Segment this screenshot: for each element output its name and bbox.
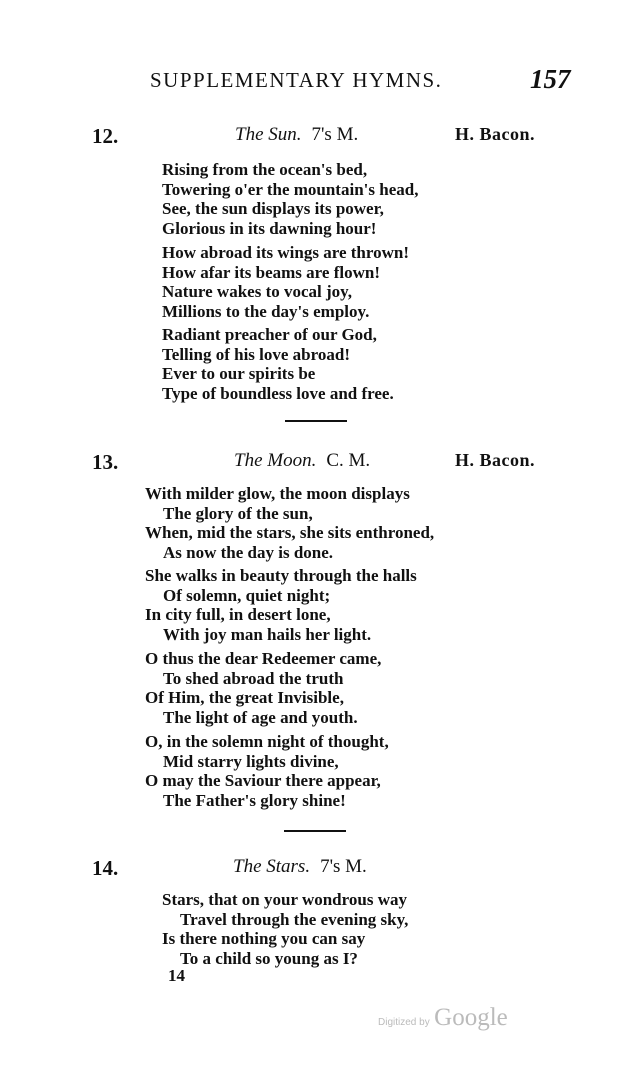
page-number: 157 xyxy=(530,64,571,94)
hymn-heading xyxy=(0,124,640,154)
hymn-13 xyxy=(0,450,640,480)
hymn-meter: 7's M. xyxy=(320,856,367,877)
verse-line: Radiant preacher of our God, xyxy=(162,325,377,344)
verse-line: When, mid the stars, she sits enthroned, xyxy=(145,523,435,542)
verse-line: Nature wakes to vocal joy, xyxy=(162,282,352,301)
hymn-meter: 7's M. xyxy=(311,124,359,145)
digitized-prefix: Digitized by xyxy=(378,1017,430,1028)
verse-line: With joy man hails her light. xyxy=(163,624,372,644)
verse-line: Of solemn, quiet night; xyxy=(163,585,331,605)
hymn-title-line xyxy=(235,124,358,146)
hymn-title-line xyxy=(233,856,367,878)
hymn-heading xyxy=(0,450,640,480)
page-header xyxy=(0,64,640,98)
verse-line: Glorious in its dawning hour! xyxy=(162,218,377,238)
stanza xyxy=(145,566,417,644)
hymn-author: H. Bacon. xyxy=(455,124,536,144)
verse-line: Telling of his love abroad! xyxy=(162,344,350,364)
hymn-title-line xyxy=(234,450,370,472)
verse-line: Type of boundless love and free. xyxy=(162,383,394,403)
verse-line: Towering o'er the mountain's head, xyxy=(162,179,419,199)
stanza xyxy=(145,484,434,562)
verse-line: In city full, in desert lone, xyxy=(145,605,331,624)
hymn-title: The Moon. xyxy=(234,450,317,471)
verse-line: How abroad its wings are thrown! xyxy=(162,243,409,262)
hymn-title: The Sun. xyxy=(235,124,302,145)
verse-line: Stars, that on your wondrous way xyxy=(162,890,407,909)
hymn-12 xyxy=(0,124,640,154)
verse-line: See, the sun displays its power, xyxy=(162,199,384,218)
verse-line: O may the Saviour there appear, xyxy=(145,771,381,790)
hymn-title: The Stars. xyxy=(233,856,311,877)
hymn-number: 14. xyxy=(92,856,119,880)
google-logo: Google xyxy=(434,1004,508,1031)
stanza xyxy=(162,160,418,238)
verse-line: Mid starry lights divine, xyxy=(163,751,339,771)
section-divider xyxy=(285,420,347,422)
verse-line: With milder glow, the moon displays xyxy=(145,484,410,503)
hymn-heading xyxy=(0,856,640,886)
verse-line: Ever to our spirits be xyxy=(162,364,316,383)
stanza xyxy=(162,325,394,403)
section-divider xyxy=(284,830,346,832)
stanza xyxy=(162,243,409,321)
hymn-meter: C. M. xyxy=(326,450,371,471)
hymn-number: 12. xyxy=(92,124,119,148)
verse-line: The Father's glory shine! xyxy=(163,790,346,810)
verse-line: To shed abroad the truth xyxy=(163,668,344,688)
verse-line: O, in the solemn night of thought, xyxy=(145,732,389,751)
digitized-watermark xyxy=(378,1004,508,1032)
verse-line: How afar its beams are flown! xyxy=(162,262,380,282)
verse-line: As now the day is done. xyxy=(163,542,334,562)
verse-line: Millions to the day's employ. xyxy=(162,301,370,321)
verse-line: O thus the dear Redeemer came, xyxy=(145,649,382,668)
verse-line: Travel through the evening sky, xyxy=(180,909,409,929)
verse-line: She walks in beauty through the halls xyxy=(145,566,417,585)
hymn-14 xyxy=(0,856,640,886)
verse-line: Of Him, the great Invisible, xyxy=(145,688,344,707)
verse-line: Rising from the ocean's bed, xyxy=(162,160,368,179)
verse-line: To a child so young as I? xyxy=(180,948,358,968)
verse-line: The light of age and youth. xyxy=(163,707,358,727)
stanza xyxy=(162,890,408,968)
stanza xyxy=(145,732,389,810)
signature-mark: 14 xyxy=(168,966,185,985)
verse-line: The glory of the sun, xyxy=(163,503,313,523)
verse-line: Is there nothing you can say xyxy=(162,929,366,948)
stanza xyxy=(145,649,381,727)
running-title: SUPPLEMENTARY HYMNS. xyxy=(150,68,443,92)
hymn-author: H. Bacon. xyxy=(455,450,536,470)
hymn-number: 13. xyxy=(92,450,119,474)
